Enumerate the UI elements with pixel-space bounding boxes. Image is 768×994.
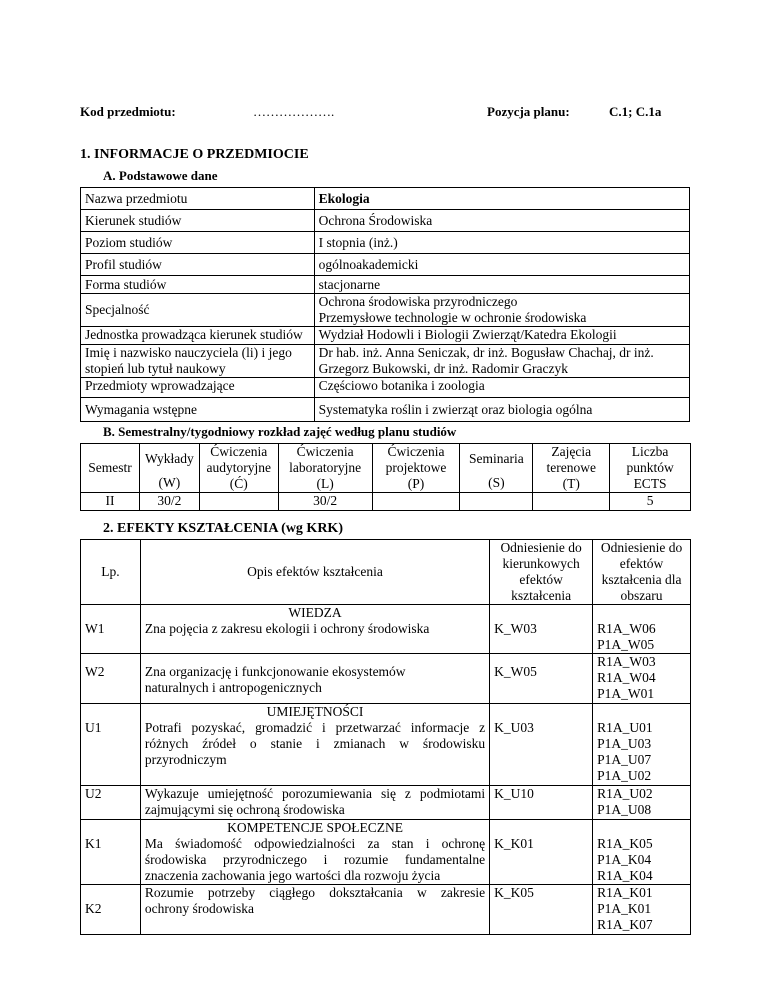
header-line: (W) xyxy=(158,475,181,490)
value-cw-laboratoryjne: 30/2 xyxy=(278,493,372,511)
header-seminaria xyxy=(460,444,533,493)
outcome-kierunkowe: K_W05 xyxy=(490,654,593,704)
row-value: Ochrona Środowiska xyxy=(314,210,689,232)
header-line: Zajęcia xyxy=(551,444,592,459)
outcome-code: P1A_U07 xyxy=(597,752,652,767)
header-line: audytoryjne xyxy=(206,460,272,475)
value-zajecia-terenowe xyxy=(533,493,610,511)
header-line: Odniesienie do xyxy=(600,540,683,555)
row-value: I stopnia (inż.) xyxy=(314,232,689,254)
row-value: Ekologia xyxy=(314,188,689,210)
header-line: terenowe xyxy=(546,460,596,475)
outcome-obszar xyxy=(593,704,691,786)
section-1-title: 1. INFORMACJE O PRZEDMIOCIE xyxy=(80,147,309,162)
outcome-text: ochrony środowiska xyxy=(144,901,254,916)
outcome-opis xyxy=(140,786,489,820)
basic-data-table xyxy=(80,187,690,422)
outcome-code: R1A_K05 xyxy=(597,836,653,851)
outcome-kierunkowe: K_K05 xyxy=(490,885,593,935)
row-label-line: Imię i nazwisko nauczyciela (li) i jego xyxy=(85,345,292,360)
outcomes-header-row xyxy=(81,540,691,605)
row-label: Forma studiów xyxy=(81,276,315,294)
outcome-text: Zna pojęcia z zakresu ekologii i ochrony środowiska xyxy=(144,621,430,636)
outcome-text: Wykazuje umiejętność porozumiewania się z podmiotami xyxy=(144,786,486,801)
row-label: Specjalność xyxy=(81,294,315,327)
outcome-code: P1A_K04 xyxy=(597,852,652,867)
table-row xyxy=(81,398,690,422)
outcome-code: R1A_W04 xyxy=(597,670,656,685)
outcome-code: P1A_U02 xyxy=(597,768,652,783)
table-row xyxy=(81,188,690,210)
header-line: (Ć) xyxy=(229,476,248,491)
outcome-code: P1A_U08 xyxy=(597,802,652,817)
outcome-row-u1 xyxy=(81,704,691,786)
row-value xyxy=(314,345,689,378)
header-line: Liczba xyxy=(631,444,669,459)
outcome-lp: U1 xyxy=(81,704,141,786)
outcome-lp: W1 xyxy=(81,605,141,654)
header-obszar xyxy=(593,540,691,605)
table-row xyxy=(81,276,690,294)
outcome-opis xyxy=(140,820,489,885)
outcome-text: Ma świadomość odpowiedzialności za stan i ochronę xyxy=(144,836,486,851)
header-line: (L) xyxy=(316,476,334,491)
header-lp: Lp. xyxy=(81,540,141,605)
outcome-row-w2 xyxy=(81,654,691,704)
row-label: Jednostka prowadząca kierunek studiów xyxy=(81,327,315,345)
value-cw-audytoryjne xyxy=(199,493,278,511)
header-cw-audytoryjne xyxy=(199,444,278,493)
outcome-text: Zna organizację i funkcjonowanie ekosystemów xyxy=(144,664,406,679)
value-ects: 5 xyxy=(610,493,691,511)
category-kompetencje: KOMPETENCJE SPOŁECZNE xyxy=(227,820,403,835)
value-semestr: II xyxy=(81,493,140,511)
header-opis: Opis efektów kształcenia xyxy=(140,540,489,605)
header-line: Seminaria xyxy=(469,451,524,466)
header-kierunkowe xyxy=(490,540,593,605)
table-row xyxy=(81,294,690,327)
header-line: ECTS xyxy=(633,476,667,491)
row-label-line: stopień lub tytuł naukowy xyxy=(85,361,226,376)
outcome-opis xyxy=(140,704,489,786)
row-value: Częściowo botanika i zoologia xyxy=(314,378,689,398)
kod-value: ………………. xyxy=(253,104,335,119)
outcome-lp: U2 xyxy=(81,786,141,820)
kod-label: Kod przedmiotu: xyxy=(80,104,176,119)
schedule-header-row xyxy=(81,444,691,493)
header-ects xyxy=(610,444,691,493)
outcome-code: P1A_W01 xyxy=(597,686,655,701)
outcome-code: R1A_K01 xyxy=(597,885,653,900)
outcome-kierunkowe: K_U10 xyxy=(490,786,593,820)
outcome-text: Potrafi pozyskać, gromadzić i przetwarzać informacje z xyxy=(144,720,486,735)
header-zajecia-terenowe xyxy=(533,444,610,493)
header-line: Ćwiczenia xyxy=(387,444,445,459)
header-line: kształcenia xyxy=(511,588,572,603)
table-row xyxy=(81,232,690,254)
header-wyklady xyxy=(139,444,199,493)
row-label: Nazwa przedmiotu xyxy=(81,188,315,210)
outcome-obszar xyxy=(593,786,691,820)
header-line: efektów xyxy=(519,572,563,587)
header-line: (T) xyxy=(562,476,580,491)
row-value-line: Przemysłowe technologie w ochronie środowiska xyxy=(318,310,587,325)
pozycja-label: Pozycja planu: xyxy=(487,104,570,119)
outcome-code: R1A_U02 xyxy=(597,786,653,801)
header-line: projektowe xyxy=(385,460,447,475)
header-line: kierunkowych xyxy=(502,556,580,571)
outcome-code: R1A_K07 xyxy=(597,917,653,932)
header-semestr: Semestr xyxy=(81,444,140,493)
row-label: Wymagania wstępne xyxy=(81,398,315,422)
header-line: (S) xyxy=(488,475,505,490)
outcome-kierunkowe: K_W03 xyxy=(490,605,593,654)
outcome-obszar xyxy=(593,885,691,935)
outcome-code: R1A_W06 xyxy=(597,621,656,636)
table-row xyxy=(81,210,690,232)
table-row xyxy=(81,254,690,276)
outcome-code: P1A_W05 xyxy=(597,637,655,652)
header-line: laboratoryjne xyxy=(289,460,362,475)
outcome-row-k1 xyxy=(81,820,691,885)
learning-outcomes-table xyxy=(80,539,691,935)
outcome-obszar xyxy=(593,654,691,704)
category-wiedza: WIEDZA xyxy=(288,605,342,620)
outcome-opis xyxy=(140,605,489,654)
outcome-kierunkowe: K_K01 xyxy=(490,820,593,885)
category-umiejetnosci: UMIEJĘTNOŚCI xyxy=(266,704,364,719)
schedule-data-row xyxy=(81,493,691,511)
outcome-code: R1A_W03 xyxy=(597,654,656,669)
header-cw-laboratoryjne xyxy=(278,444,372,493)
subsection-b-title: B. Semestralny/tygodniowy rozkład zajęć według planu studiów xyxy=(103,424,457,439)
outcome-code: R1A_U01 xyxy=(597,720,653,735)
outcome-text: środowiska przyrodniczego i rozumie fundamentalne xyxy=(144,852,486,867)
outcome-text: przyrodniczym xyxy=(144,752,227,767)
header-line: Odniesienie do xyxy=(500,540,582,555)
row-label: Profil studiów xyxy=(81,254,315,276)
row-value-line: Grzegorz Bukowski, dr inż. Radomir Graczyk xyxy=(318,361,568,376)
header-cw-projektowe xyxy=(372,444,460,493)
row-label: Kierunek studiów xyxy=(81,210,315,232)
row-value: Systematyka roślin i zwierząt oraz biologia ogólna xyxy=(314,398,689,422)
value-seminaria xyxy=(460,493,533,511)
outcome-code: R1A_K04 xyxy=(597,868,653,883)
outcome-text: zajmującymi się ochroną środowiska xyxy=(144,802,345,817)
outcome-text: różnych źródeł o stanie i zmianach w środowisku xyxy=(144,736,486,751)
outcome-code: P1A_K01 xyxy=(597,901,652,916)
outcome-row-k2 xyxy=(81,885,691,935)
schedule-table xyxy=(80,443,691,511)
row-label: Poziom studiów xyxy=(81,232,315,254)
outcome-lp: K2 xyxy=(81,885,141,935)
outcome-text: znaczenia zachowania jego wartości dla rozwoju życia xyxy=(144,868,441,883)
section-2-title: 2. EFEKTY KSZTAŁCENIA (wg KRK) xyxy=(103,521,343,536)
row-value: Wydział Hodowli i Biologii Zwierząt/Katedra Ekologii xyxy=(314,327,689,345)
outcome-text: Rozumie potrzeby ciągłego dokształcania w zakresie xyxy=(144,885,486,900)
row-value-line: Dr hab. inż. Anna Seniczak, dr inż. Bogusław Chachaj, dr inż. xyxy=(318,345,654,360)
outcome-obszar xyxy=(593,605,691,654)
outcome-opis xyxy=(140,654,489,704)
outcome-lp: W2 xyxy=(81,654,141,704)
value-wyklady: 30/2 xyxy=(139,493,199,511)
table-row xyxy=(81,345,690,378)
outcome-text: naturalnych i antropogenicznych xyxy=(144,680,322,695)
header-line: (P) xyxy=(407,476,425,491)
outcome-obszar xyxy=(593,820,691,885)
header-line: obszaru xyxy=(620,588,663,603)
header-line: kształcenia dla xyxy=(601,572,682,587)
subsection-a-title: A. Podstawowe dane xyxy=(103,168,218,183)
row-label: Przedmioty wprowadzające xyxy=(81,378,315,398)
row-value: ogólnoakademicki xyxy=(314,254,689,276)
header-line: Ćwiczenia xyxy=(296,444,354,459)
pozycja-value: C.1; C.1a xyxy=(609,104,662,119)
outcome-row-u2 xyxy=(81,786,691,820)
header-line: Ćwiczenia xyxy=(210,444,268,459)
outcome-kierunkowe: K_U03 xyxy=(490,704,593,786)
outcome-code: P1A_U03 xyxy=(597,736,652,751)
value-cw-projektowe xyxy=(372,493,460,511)
outcome-row-w1 xyxy=(81,605,691,654)
header-line: Wykłady xyxy=(145,451,194,466)
table-row xyxy=(81,327,690,345)
row-value xyxy=(314,294,689,327)
row-value: stacjonarne xyxy=(314,276,689,294)
row-value-line: Ochrona środowiska przyrodniczego xyxy=(318,294,518,309)
header-line: efektów xyxy=(619,556,664,571)
table-row xyxy=(81,378,690,398)
header-line: punktów xyxy=(626,460,674,475)
outcome-opis xyxy=(140,885,489,935)
row-label xyxy=(81,345,315,378)
outcome-lp: K1 xyxy=(81,820,141,885)
